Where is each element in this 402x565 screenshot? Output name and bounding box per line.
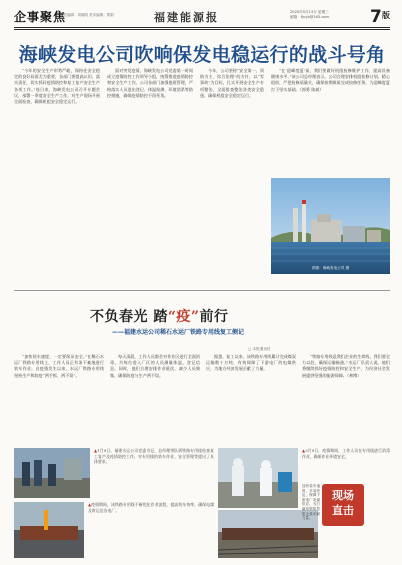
- article2-col4: “铁路专用线是我们企业的生命线，我们要全力以赴，确保运输畅通。”水运厂负责人说。他们将继续抓好疫情防控和安全生产，为经济社会发展提供坚强的能源保障。（林博）: [302, 354, 390, 378]
- issue-info: [290, 10, 329, 20]
- article1-col3: 今年，公司坚持“安全第一、预防为主、综合治理”的方针，以“零事故”为目标，扎实开展安全生产专项整治，全面排查整治各类安全隐患，确保机组安全稳定运行。: [200, 68, 264, 98]
- caption-1: [94, 448, 214, 498]
- disinfection-image: [218, 448, 298, 508]
- photo-disinfection: [218, 448, 298, 508]
- headline-part2: 前行: [199, 309, 229, 325]
- power-plant-image: [271, 178, 390, 274]
- caption-4: [302, 484, 320, 558]
- headline-part1: 不负春光 踏: [90, 309, 168, 325]
- column-title: 企事聚焦: [14, 10, 67, 24]
- headline-highlight: “疫”: [167, 309, 200, 325]
- masthead: [14, 8, 390, 28]
- newspaper-brand: 福建能源报: [154, 11, 219, 24]
- caption-2: [302, 448, 390, 480]
- column-editors: 责任编辑：刘晓明 美术编辑：郑娟: [60, 13, 114, 17]
- issue-email: 邮箱：fjnyb@163.com: [290, 15, 330, 19]
- article2-byline: □ 本报通讯员: [248, 347, 271, 351]
- photo-caption: 供图：海峡发电公司 摄: [311, 266, 350, 270]
- article1-col2: 面对突发疫情，海峡发电公司党委第一时间成立疫情防控工作领导小组，统筹推进疫情防控和安全生产工作。公司各部门加强值班管理，严格落实人员进出登记、体温检测、环境消杀等防控措施，确保疫情防控不留死角。: [107, 68, 193, 98]
- caption-marker-icon: ▲: [88, 502, 92, 507]
- caption-4-text: 加快装车速度，多装快运，保障下游电厂电煤供应，为打赢疫情防控阻击战贡献力量。: [302, 484, 320, 521]
- caption-marker-icon: ▲: [94, 448, 98, 453]
- inspection-image: [14, 448, 90, 498]
- article2-col3: 据悉，复工以来，该铁路专用线累计完成煤炭运输数十万吨，有效保障了下游电厂的电煤供应，为地方经济发展贡献了力量。: [206, 354, 296, 372]
- stamp-line1: 现场: [332, 489, 354, 502]
- issue-date: 2020年5月13日 星期三: [290, 10, 329, 14]
- stamp-line2: 直击: [332, 504, 354, 517]
- article2-subheadline: ——福建水运公司稀石水运厂铁路专用线复工侧记: [112, 329, 245, 336]
- article2-col2: 每天清晨，工作人员都会对作业区进行全面消毒，为每位进入厂区的人员测量体温，登记信息。同时，他们合理安排作业班次，减少人员聚集，确保防疫与生产两不误。: [110, 354, 200, 378]
- article1-col1: “今年的安全生产形势严峻，保持住安全稳定的良好局面尤为重要，各部门要提高认识，落实责任，切实抓好疫情防控和复工复产安全生产各项工作。”连日来，海峡发电公司召开专题会议，部署一季度安全生产工作，对生产现场开展全面检查，确保机组安全稳定运行。: [14, 68, 100, 105]
- article1-col4: “在‘迎峰度夏’前，我们要做好机组检修维护工作，提高设备健康水平。”该公司总经理表示。公司合理安排机组检修计划，精心组织，严把检修质量关，确保按期保质完成检修任务，为迎峰度夏打下坚实基础。（郭勇 陈斌）: [271, 68, 390, 92]
- caption-1-text: 1月9日，福建水运公司党委书记、总经理带队到铁路专用线检查复工复产及疫情防控工作，对专用线的装车作业、安全管理等提出了具体要求。: [94, 448, 214, 465]
- caption-3-text: 疫情期间，该铁路专用线不断优化作业流程，提高装车效率，确保电煤及时运达各电厂。: [88, 502, 214, 513]
- loading-image: [14, 502, 84, 558]
- masthead-rule-thin: [14, 29, 390, 30]
- photo-loading: [14, 502, 84, 558]
- caption-2-text: 3月9日，疫情期间，工作人员在专用线进行消毒作业，确保作业环境安全。: [302, 448, 390, 459]
- main-headline: 海峡发电公司吹响保发电稳运行的战斗号角: [18, 44, 386, 66]
- caption-marker-icon: ▲: [302, 448, 306, 453]
- page-label: 版: [382, 11, 390, 20]
- section-divider: [14, 290, 390, 291]
- article2-col1: “加快装车速度，一定要保证安全。”在稀石水运厂铁路专用线上，工作人员正有条不紊地进行装车作业。自疫情发生以来，水运厂铁路专用线坚持生产和防疫“两手抓、两不误”。: [14, 354, 104, 378]
- article2-headline: [90, 306, 228, 326]
- photo-inspection: [14, 448, 90, 498]
- power-plant-photo: [271, 178, 390, 274]
- caption-3: [88, 502, 214, 558]
- page-number: 7: [370, 7, 382, 27]
- site-direct-stamp: [322, 484, 364, 526]
